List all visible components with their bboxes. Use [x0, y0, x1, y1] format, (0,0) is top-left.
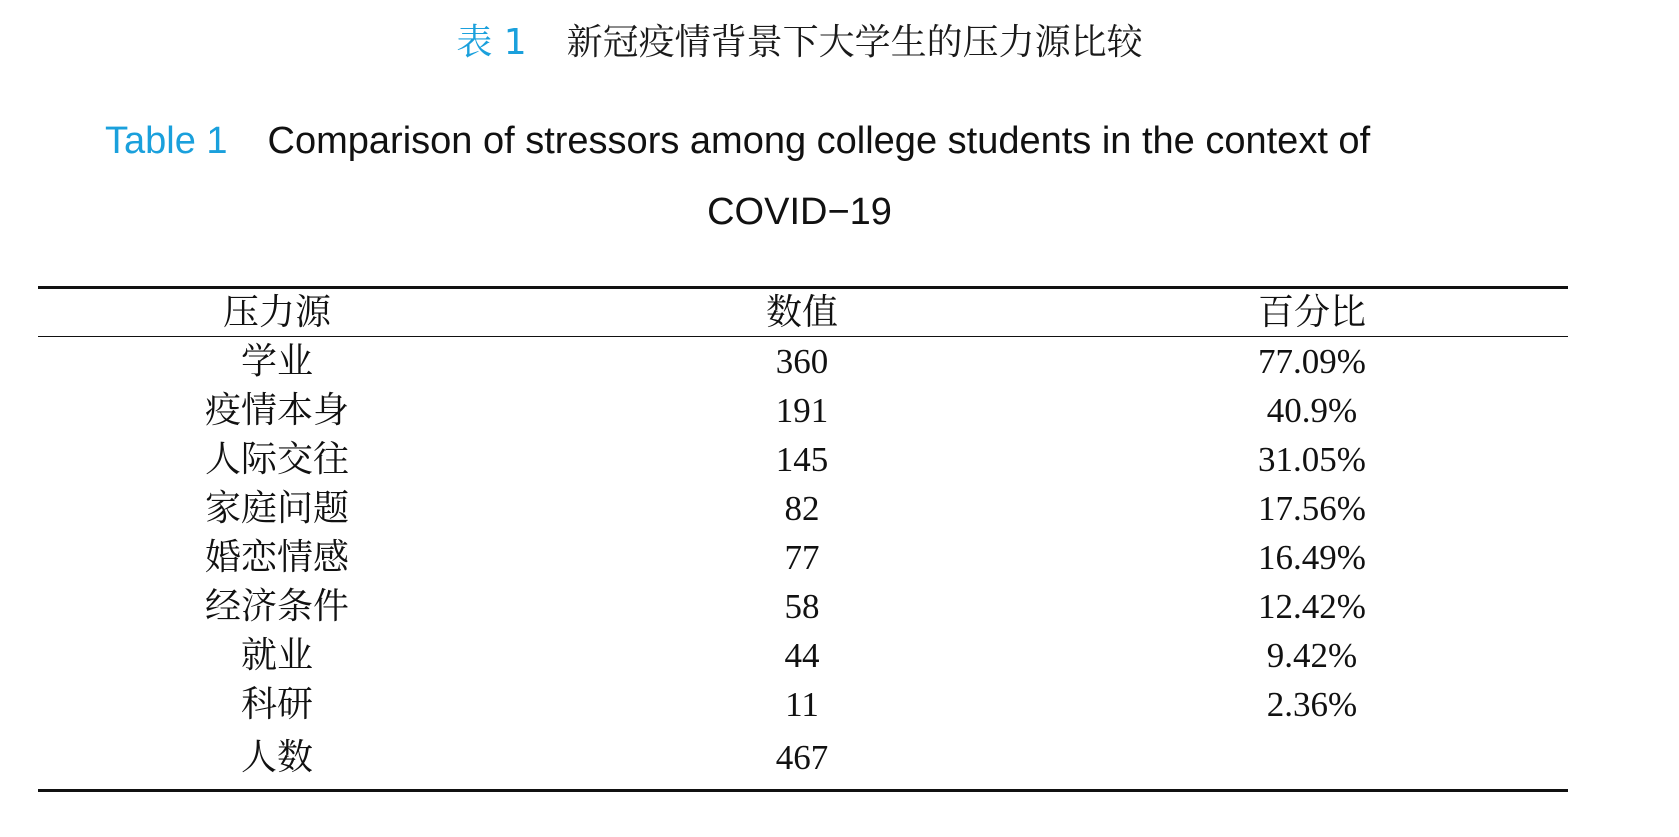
stressor-table	[38, 289, 1568, 778]
cell-percent: 40.9%	[1266, 391, 1358, 430]
cell-percent: 9.42%	[1266, 636, 1358, 675]
cell-percent: 31.05%	[1258, 440, 1366, 479]
table-row	[38, 680, 1568, 729]
table-bottom-rule	[38, 789, 1568, 792]
cell-value: 360	[775, 342, 829, 381]
table-row	[38, 484, 1568, 533]
table-body	[38, 337, 1568, 782]
table-row	[38, 386, 1568, 435]
cell-stressor: 家庭问题	[204, 488, 349, 529]
cell-stressor: 经济条件	[204, 586, 349, 627]
cell-stressor: 人数	[240, 737, 313, 778]
cell-stressor: 疫情本身	[204, 390, 349, 431]
table-title-chinese: 新冠疫情背景下大学生的压力源比较	[566, 22, 1143, 63]
cell-percent: 2.36%	[1266, 685, 1358, 724]
table-row	[38, 337, 1568, 386]
cell-value: 44	[784, 636, 820, 675]
cell-stressor: 人际交往	[204, 439, 349, 480]
table-label-chinese: 表 1	[456, 22, 527, 63]
header-percent: 百分比	[1257, 292, 1366, 333]
table-caption-english	[105, 100, 1525, 182]
cell-stressor: 科研	[240, 684, 313, 725]
cell-value: 58	[784, 587, 820, 626]
cell-percent: 17.56%	[1258, 489, 1366, 528]
header-stressor: 压力源	[222, 292, 331, 333]
table-row	[38, 631, 1568, 680]
cell-stressor: 就业	[240, 635, 313, 676]
header-value: 数值	[765, 292, 838, 333]
cell-value: 77	[784, 538, 820, 577]
table-row	[38, 533, 1568, 582]
cell-percent: 12.42%	[1258, 587, 1366, 626]
table-caption-chinese	[0, 18, 1599, 68]
cell-value: 145	[775, 440, 829, 479]
table-row-total	[38, 733, 1568, 782]
table-header-row	[38, 289, 1568, 336]
cell-percent	[1057, 733, 1567, 782]
table-title-english-line1: Comparison of stressors among college students in the context of	[267, 120, 1371, 162]
cell-stressor: 婚恋情感	[204, 537, 349, 578]
table-row	[38, 435, 1568, 484]
cell-value: 467	[775, 738, 829, 777]
cell-value: 191	[775, 391, 829, 430]
cell-value: 11	[785, 685, 819, 724]
cell-stressor: 学业	[240, 341, 313, 382]
table-label-english: Table 1	[105, 120, 228, 162]
cell-percent: 77.09%	[1258, 342, 1366, 381]
table-title-english-line2: COVID−19	[707, 191, 892, 233]
table-row	[38, 582, 1568, 631]
cell-percent: 16.49%	[1258, 538, 1366, 577]
cell-value: 82	[784, 489, 820, 528]
